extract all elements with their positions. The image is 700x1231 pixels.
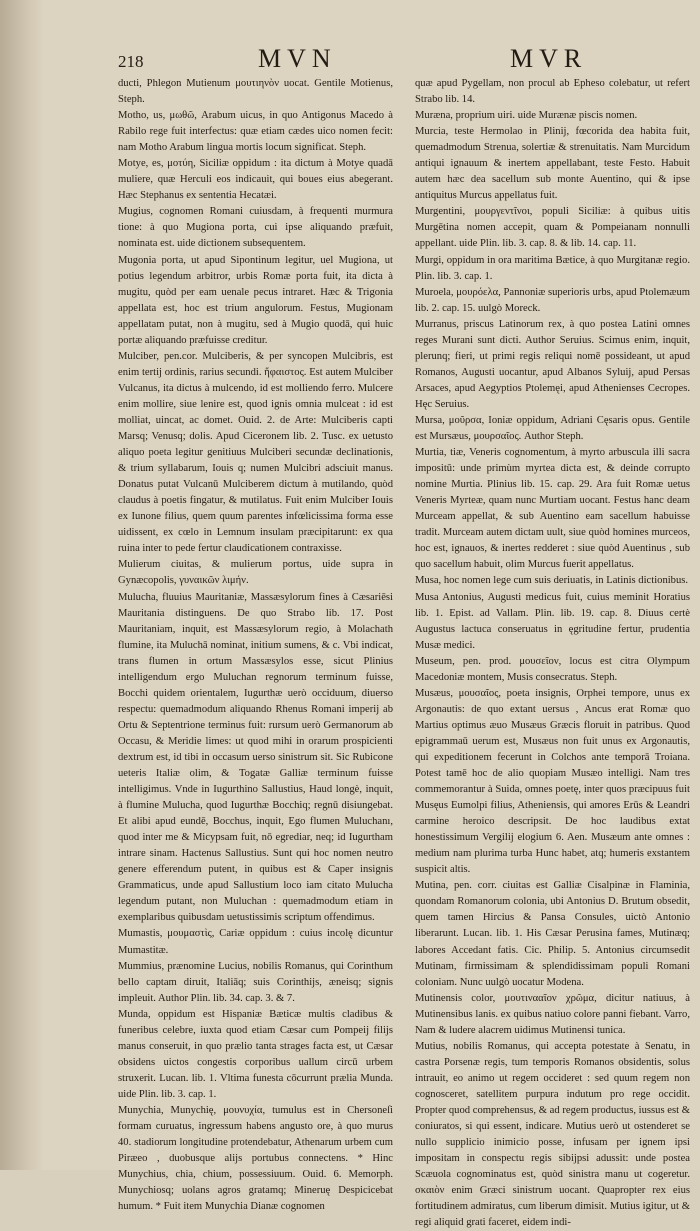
dictionary-entry: Mulciber, pen.cor. Mulciberis, & per syncopen Mulcibris, est enim tertij ordinis, rarius secundi. ἥφαιστος. Est autem Mulciber Vulcanus, ita dictus à mulcendo, id est molliendo ferro. Mulcere enim mollire, siue lenire est, quod ignis omnia mulceat : id est molliat, uincat, ac domet. Ouid. 2. de Arte: Mulciberis capti Marsq; Venusq; dolis. Apud Ciceronem lib. 2. Tusc. ex uetusto aliquo poeta legitur genitiuus Mulciberi secundæ declinationis, & trium syllabarum, Iouis q; numen Mulcibri adsciuit manus. Donatus putat Vulcanū Mulciberem dictum à mutilando, quòd claudus à poetis fingatur, & mutilatus. Fuit enim Mulciber Iouis ex Iunone filius, quem quum parentes infœlicissima forma esse uidissent, ex cœlo in Lemnum insulam præcipitarunt: ex qua ruina inter to pede fertur claudicationem contraxisse. xyxy=(118,350,393,555)
continued-paragraph: quæ apud Pygellam, non procul ab Epheso colebatur, ut refert Strabo lib. 14. xyxy=(415,78,690,106)
page-gutter-shadow xyxy=(0,0,44,1170)
page-header xyxy=(118,44,688,74)
dictionary-entry: Muroela, μουρόελα, Pannoniæ superioris urbs, apud Ptolemæum lib. 2. cap. 15. uulgò Moreck. xyxy=(415,286,690,314)
dictionary-entry: Munychia, Munychię, μουνυχία, tumulus est in Chersoneſi formam curuatus, ingressum habens angusto ore, à quo murus 40. stadiorum longitudine protendebatur, Athenarum urbem cum Piræeo , duobusque alijs portubus connectens. * Hinc Munychius, chia, chium, possessiuum. Ouid. 6. Memorph. Munychiosq; uolans agros gratamq; Mineruę Despicicebat humum. * Fuit item Munychia Dianæ cognomen xyxy=(118,1105,393,1213)
dictionary-entry: Muræna, proprium uiri. uide Murænæ piscis nomen. xyxy=(415,110,638,122)
dictionary-entry: Murgentini, μουργεντῖνοι, populi Siciliæ: à quibus uitis Murgētina nomen accepit, quam & Pompeianam nonnulli appellant. uide Plin. lib. 3. cap. 8. & lib. 14. cap. 11. xyxy=(415,206,690,250)
dictionary-entry: Mulierum ciuitas, & mulierum portus, uide supra in Gynæcopolis, γυναικῶν λιμήν. xyxy=(118,559,393,587)
dictionary-entry: Murtia, tiæ, Veneris cognomentum, à myrto arbuscula illi sacra impositū: unde primùm myrtea dicta est, & deinde corrupto nomine Murtia. Plinius lib. 15. cap. 29. Ara fuit Romæ uetus Veneris Myrteæ, quam nunc Murtiam uocant. Festus hanc deam Murceam appellat, & sub Auentino eam sacellum habuisse tradit. Murceam autem dictam uult, siue quòd homines murceos, hoc est, ignauos, & inertes redderet : siue quòd Auentinus , sub quo sacellum habuit, olim Murcus fuerit appellatus. xyxy=(415,447,690,571)
dictionary-entry: Mumastis, μουμαστὶς, Cariæ oppidum : cuius incolę dicuntur Mumastitæ. xyxy=(118,928,393,956)
dictionary-entry: Mugius, cognomen Romani cuiusdam, à frequenti murmura tione: à quo Mugiona porta, cui ipse aliquando præfuit, nominata est. uide dictionem subsequentem. xyxy=(118,206,393,250)
dictionary-entry: Mulucha, fluuius Mauritaniæ, Massæsylorum fines à Cæsariēsi Mauritania distinguens. De quo Strabo lib. 17. Post Mauritaniam, inquit, est Massæsylorum regio, à Molachath flumine, ita Muluchā nominat, initium sumens, & c. Vbi indicat, trans flumen in ortum Massæsylos esse, sicut Plinius intelligendum ergo Muluchan regnorum terminum fuisse, Bocchi quidem orientalem, Iugurthæ uerò occiduum, diuerso respectu: quemadmodum aliquando Rhenus Romani imperij ab Ortu & Septentrione terminus fuit: rursum uerò Germanorum ab Occasu, & Meridie limes: ut quod mihi in orarum prospicienti dextrum est, id tibi in occasum uerso sinistrum sit. Sic Rubicone ueteris Italiæ olim, & Togatæ Galliæ terminum fuisse intelligimus. Vnde in Iugurthino Sallustius, Haud longè, inquit, à flumine Mulucha, quod Iugurthæ Bocchiq; regnū disiungebat. Et alibi apud eundē, Bocchus, inquit, Ego flumen Muluchanı, quod inter me & Micypsam fuit, nō egrediar, neq; id Iugurtham intrare sinam. Hactenus Sallustius. Sunt qui hoc nomen neutro genere efferendum putent, in quibus est & Caper insignis Grammaticus, unde apud Sallustium loco iam citato Mulucha legendum putant, non Muluchan : quemadmodum etiam in exemplaribus quibusdam uetustissimis scriptum offendimus. xyxy=(118,591,393,924)
guide-word-left: MVN xyxy=(258,44,337,73)
dictionary-entry: Musæus, μουσαῖος, poeta insignis, Orphei tempore, unus ex Argonautis: de quo extant uersus , Ancus erat Romæ quo Martius optimus æuo Musæus Græcis floruit in patribus. Quod epigrammaū uerum est, Musæus non fuit unus ex Argonautis, qui expeditionem fecerunt in Colchos ante temporā Troiana. Potest tamē hoc de alio quopiam Musæo intelligi. Nam tres commemorantur à Suida, omnes poetę, inter quos præcipuus fuit Musęus Eumolpi filius, Atheniensis, qui amores Erūs & Leandri carmine heroico descripsit. De hoc laudibus extat honestissimum Vergilij elogium 6. Aen. Musæum ante omnes : medium nam plurima turba Hunc habet, atq; humeris exstantem suspicit altis. xyxy=(415,687,690,876)
dictionary-entry: Mutius, nobilis Romanus, qui accepta potestate à Senatu, in castra Porsenæ regis, tum temporis Romanos obsidentis, solus intrauit, eo animo ut regem occideret : sed quum regem non cognosceret, satellitem purpura indutum pro rege occidit. Propter quod comprehensus, & ad regem productus, iussus est & coniuratos, si qui essent, indicare. Mutius uerò ut ostenderet se nullo supplicio inimicio posse, infusam per ignem ipsi impositam in conspectu regis sibijpsi adussit: unde postea Scæuola cognominatus est, quòd sinistra manu ut cogeretur. σκαιὸν enim Græci sinistrum uocant. Quapropter rex eius fortitudinem admiratus, cum liberum dimisit. Mutius igitur, ut & regi aliquid grati faceret, eidem indi- xyxy=(415,1040,690,1229)
dictionary-entry: Musa Antonius, Augusti medicus fuit, cuius meminit Horatius lib. 1. Epist. ad Vallam. Plin. lib. 19. cap. 8. Diuus certè Augustus lactuca conseruatus in ęgritudine fertur, prudentia Musæ medici. xyxy=(415,591,690,651)
dictionary-entry: Motho, us, μωθῶ, Arabum uicus, in quo Antigonus Macedo à Rabilo rege fuit interfectus: quæ etiam cædes uico nomen fecit: nam Motho Arabum lingua mortis locum significat. Steph. xyxy=(118,110,393,154)
dictionary-entry: Murcia, teste Hermolao in Plinij, fœcorida dea habita fuit, quemadmodum Strenua, solertiæ & strenuitatis. Nam Murcidum antiqui ignauum & inertem appellabant, teste Festo. Habuit autem hæc dea sacellum sub monte Auentino, qui & ipse antiquitus Murcus appellatus fuit. xyxy=(415,126,690,202)
right-text-column xyxy=(415,76,690,1229)
dictionary-entry: Munda, oppidum est Hispaniæ Bæticæ multis cladibus & funeribus celebre, iuxta quod etiam Cæsar cum Pompeij filijs manus conseruit, in quo prælio tanta strages facta est, ut Cæsar obsidens uictos congestis corporibus uallum circū urbem struxerit. Lucan. lib. 1. Vltima funesta cōcurrunt prælia Munda. uide Plin. lib. 3. cap. 1. xyxy=(118,1008,393,1100)
dictionary-entry: Murgi, oppidum in ora maritima Bætice, à quo Murgitanæ regio. Plin. lib. 3. cap. 1. xyxy=(415,254,690,282)
dictionary-entry: Museum, pen. prod. μουσεῖον, locus est citra Olympum Macedoniæ montem, Musis consecratus. Steph. xyxy=(415,655,690,683)
dictionary-entry: Motye, es, μοτύη, Siciliæ oppidum : ita dictum à Motye quadā muliere, quæ Herculi eos indicauit, qui boues eius abegerant. Hæc Stephanus ex sententia Hecatæi. xyxy=(118,158,393,202)
dictionary-entry: Mutinensis color, μουτινααῖον χρῶμα, dicitur natiuus, à Mutinensibus lanis. ex quibus natiuo colore panni fiebant. Varro, Nam & ludere alacrem uidimus Mutinensi tunica. xyxy=(415,992,690,1036)
left-text-column xyxy=(118,76,393,1213)
dictionary-entry: Mugonia porta, ut apud Sipontinum legitur, uel Mugiona, ut potius legendum arbitror, urbis Romæ porta fuit, ita dicta à mugitu, quòd per eam uenale pecus intraret. Hæc & Trigonia appellata est, hoc est trium angulorum. Festus, Mugionam appellatam putat, non à mugitu, sed à Mugio quodā, qui huic portæ aliquando præfuisse creditur. xyxy=(118,254,393,346)
dictionary-entry: Mummius, prænomine Lucius, nobilis Romanus, qui Corinthum bello captam diruit, Italiāq; suis Corinthijs, æneisq; signis impleuit. Author Plin. lib. 34. cap. 3. & 7. xyxy=(118,960,393,1004)
dictionary-entry: Mursa, μοῦρσα, Ioniæ oppidum, Adriani Cęsaris opus. Gentile est Mursæus, μουρσαῖος. Author Steph. xyxy=(415,414,690,443)
dictionary-entry: Mutina, pen. corr. ciuitas est Galliæ Cisalpinæ in Flaminia, quondam Romanorum colonia, ubi Antonius D. Brutum obsedit, quem tamen Hircius & Pansa Consules, uictò Antonio liberarunt. Lucan. lib. 1. His Cæsar Perusina fames, Mutinæq; labores Accedant fatis. Cic. Philip. 5. Antonius circumsedit Mutinam, firmissimam & splendidissimam populi Romani coloniam. Nunc uulgò uocatur Modena. xyxy=(415,880,690,988)
page-number: 218 xyxy=(118,52,144,71)
dictionary-entry: Musa, hoc nomen lege cum suis deriuatis, in Latinis dictionibus. xyxy=(415,575,689,587)
continued-paragraph: ducti, Phlegon Mutienum μουτιηνὸν uocat. Gentile Motienus, Steph. xyxy=(118,78,393,106)
dictionary-entry: Murranus, priscus Latinorum rex, à quo postea Latini omnes reges Murani sunt dicti. Author Seruius. Scimus enim, inquit, plerunq; fieri, ut primi regis reliqui nomē possideant, ut apud Romanos, Augusti uocantur, apud Albanos Syluij, apud Persas Arsaces, apud Aegyptios Ptolemęi, apud Athenienses Cecropes. Hęc Seruius. xyxy=(415,318,690,410)
guide-word-right: MVR xyxy=(510,44,588,73)
